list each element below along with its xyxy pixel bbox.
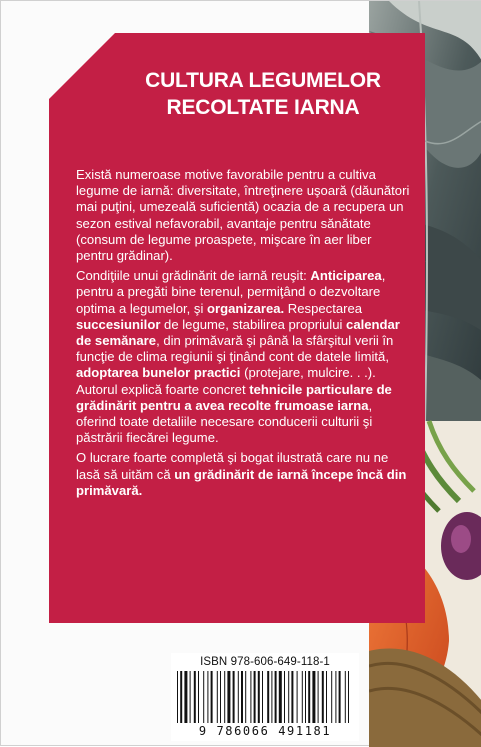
book-title	[119, 67, 407, 121]
barcode-bar	[241, 671, 243, 723]
barcode-bar	[335, 671, 336, 723]
barcode-bar	[267, 671, 269, 723]
barcode-bar	[326, 671, 327, 723]
barcode-bars	[177, 671, 353, 723]
bold-text: adoptarea bunelor practici	[76, 365, 241, 381]
barcode-bar	[288, 671, 289, 723]
barcode-bar	[233, 671, 235, 723]
text-run: (protejare, mulcire. . .). Autorul explică foarte concret	[76, 365, 376, 397]
description-text	[76, 167, 411, 503]
barcode-bar	[258, 671, 260, 723]
barcode-bar	[227, 671, 230, 723]
barcode-bar	[279, 671, 282, 723]
barcode-bar	[207, 671, 208, 723]
bold-text: Anticiparea	[310, 268, 382, 284]
barcode-bar	[250, 671, 251, 723]
barcode-bar	[322, 671, 324, 723]
title-line-1: CULTURA LEGUMELOR	[145, 69, 381, 92]
barcode-bar	[180, 671, 182, 723]
text-run: Respectarea	[284, 300, 363, 316]
barcode-bar	[348, 671, 349, 723]
barcode-bar	[194, 671, 196, 723]
barcode-bar	[312, 671, 315, 723]
bold-text: succesiunilor	[76, 316, 161, 332]
barcode-bar	[331, 671, 332, 723]
text-run: , oferind toate detaliile necesare conducerii culturii şi păstrării fiecărei legume.	[76, 397, 373, 446]
bold-text: calendar de semănare	[76, 316, 400, 349]
text-run: Există numeroase motive favorabile pentru a cultiva legume de iarnă: diversitate, întreţinere uşoară (dăunători mai puţini, umezeală suficientă) ocazia de a recupera un sezon estival nefavorabil, avantaje pentru sănătate (consum de legume proaspete, mişcare în aer liber pentru grădinar).	[76, 167, 410, 264]
bold-text: un grădinărit de iarnă începe încă din primăvară.	[76, 466, 407, 498]
barcode-bar	[177, 671, 178, 723]
barcode-digits: 9 786066 491181	[198, 724, 332, 738]
text-run: O lucrare foarte completă şi bogat ilustrată care nu ne lasă să uităm că	[76, 450, 389, 482]
barcode-bar	[345, 671, 346, 723]
barcode-bar	[254, 671, 256, 723]
barcode-bar	[275, 671, 277, 723]
barcode-bar	[308, 671, 310, 723]
barcode-bar	[284, 671, 285, 723]
barcode-bar	[262, 671, 263, 723]
barcode-box	[171, 653, 359, 741]
isbn-label: ISBN 978-606-649-118-1	[200, 656, 330, 668]
barcode-bar	[224, 671, 225, 723]
text-run: de legume, stabilirea propriului	[160, 316, 347, 332]
barcode-bar	[305, 671, 306, 723]
barcode-bar	[318, 671, 319, 723]
barcode-bar	[203, 671, 204, 723]
barcode-bar	[190, 671, 191, 723]
bold-text: organizarea.	[207, 300, 285, 316]
paragraph	[76, 268, 411, 446]
barcode-bar	[198, 671, 199, 723]
barcode-bar	[217, 671, 218, 723]
barcode-bar	[245, 671, 246, 723]
barcode-bar	[339, 671, 341, 723]
barcode-bar	[184, 671, 187, 723]
barcode-bar	[220, 671, 221, 723]
text-run: Condiţiile unui grădinărit de iarnă reuşit:	[76, 268, 311, 284]
barcode-bar	[271, 671, 272, 723]
paragraph	[76, 450, 411, 499]
barcode-bar	[211, 671, 213, 723]
barcode-bar	[297, 671, 298, 723]
barcode-bar	[238, 671, 239, 723]
text-run: , pentru a pregăti bine terenul, permiţând o dezvoltare optima a legumelor, şi	[76, 268, 386, 316]
barcode-bar	[291, 671, 293, 723]
title-line-2: RECOLTATE IARNA	[166, 96, 360, 119]
paragraph	[76, 167, 411, 264]
barcode-bar	[302, 671, 303, 723]
bold-text: tehnicile particulare de grădinărit pentru a avea recolte frumoase iarna	[76, 381, 392, 413]
text-run: , din primăvară şi până la sfârşitul verii în funcţie de clima regiunii şi ţinând cont de datele limită,	[76, 333, 394, 365]
